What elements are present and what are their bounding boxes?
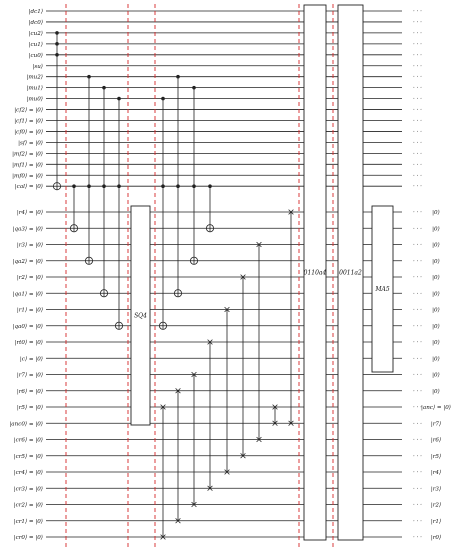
output-label: |r1⟩ <box>430 518 442 525</box>
wire-label: |r2⟩ = |0⟩ <box>16 275 43 281</box>
wire-label: |cr5⟩ = |0⟩ <box>13 453 43 460</box>
continuation-dots: · · · <box>413 356 422 363</box>
cnot-target <box>85 257 92 264</box>
output-label: |r2⟩ <box>430 502 442 509</box>
continuation-dots: · · · <box>413 9 422 15</box>
wire-label: |cu2⟩ <box>28 30 43 37</box>
continuation-dots: · · · <box>413 41 422 48</box>
wire-label: |cu0⟩ <box>28 52 43 59</box>
continuation-dots: · · · <box>413 258 422 265</box>
control-dot <box>176 75 180 79</box>
output-label: |0⟩ <box>432 372 440 379</box>
wire-label: |r3⟩ = |0⟩ <box>16 242 43 249</box>
cnot-target <box>53 183 60 190</box>
control-dot <box>117 184 121 188</box>
cnot-target <box>100 290 107 297</box>
continuation-dots: · · · <box>413 502 422 509</box>
cnot-target <box>206 225 213 232</box>
continuation-dots: · · · <box>413 340 422 346</box>
continuation-dots: · · · <box>413 210 422 216</box>
0110a4-gate-box <box>304 5 327 540</box>
wire-label: |dc0⟩ <box>28 19 43 26</box>
wire-label: |cr6⟩ = |0⟩ <box>13 437 43 444</box>
output-label: |r7⟩ <box>430 421 442 428</box>
wire-label: |qa1⟩ = |0⟩ <box>12 291 43 298</box>
continuation-dots: · · · <box>413 518 422 525</box>
continuation-dots: · · · <box>413 535 422 541</box>
wire-label: |mu1⟩ <box>26 85 43 92</box>
continuation-dots: · · · <box>413 486 422 493</box>
control-dot <box>192 86 196 90</box>
continuation-dots: · · · <box>413 405 422 411</box>
continuation-dots: · · · <box>413 63 422 70</box>
wire-label: |mf1⟩ = |0⟩ <box>12 162 43 169</box>
wire-label: |mf2⟩ = |0⟩ <box>12 151 43 158</box>
wire-label: |cr0⟩ = |0⟩ <box>13 535 43 541</box>
wire-label: |r5⟩ = |0⟩ <box>16 405 43 411</box>
continuation-dots: · · · <box>413 74 422 81</box>
wire-label: |sf⟩ = |0⟩ <box>18 140 43 147</box>
control-dot <box>102 184 106 188</box>
0011a2-gate-box <box>338 5 363 540</box>
continuation-dots: · · · <box>413 470 422 476</box>
continuation-dots: · · · <box>413 453 422 460</box>
wire-label: |qa0⟩ = |0⟩ <box>12 323 43 330</box>
sq4-gate-box <box>131 206 150 425</box>
control-dot <box>55 31 59 35</box>
continuation-dots: · · · <box>413 140 422 147</box>
svg-text:SQ4: SQ4 <box>134 312 147 320</box>
output-label: |0⟩ <box>432 242 440 249</box>
continuation-dots: · · · <box>413 323 422 330</box>
output-label: |0⟩ <box>432 323 440 330</box>
continuation-dots: · · · <box>413 226 422 233</box>
cnot-target <box>190 257 197 264</box>
svg-text:MA5: MA5 <box>375 286 390 293</box>
control-dot <box>208 184 212 188</box>
output-label: |0⟩ <box>432 356 440 363</box>
continuation-dots: · · · <box>413 437 422 444</box>
control-dot <box>161 184 165 188</box>
continuation-dots: · · · <box>413 372 422 379</box>
output-label: |r0⟩ <box>430 535 442 541</box>
output-label: |0⟩ <box>432 340 440 346</box>
output-label: |0⟩ <box>432 388 440 395</box>
output-label: |r6⟩ <box>430 437 442 444</box>
continuation-dots: · · · <box>413 30 422 37</box>
control-dot <box>161 97 165 101</box>
wire-label: |su⟩ <box>32 63 43 70</box>
continuation-dots: · · · <box>413 291 422 298</box>
wire-label: |qa2⟩ = |0⟩ <box>12 258 43 265</box>
wire-label: |dc1⟩ <box>28 9 43 15</box>
output-label: |0⟩ <box>432 291 440 298</box>
output-label: |0⟩ <box>432 258 440 265</box>
continuation-dots: · · · <box>413 151 422 158</box>
wire-label: |cf2⟩ = |0⟩ <box>14 107 43 114</box>
cnot-target <box>159 322 166 329</box>
control-dot <box>87 184 91 188</box>
continuation-dots: · · · <box>413 118 422 125</box>
control-dot <box>102 86 106 90</box>
output-label: |r5⟩ <box>430 453 442 460</box>
wire-label: |cf1⟩ = |0⟩ <box>14 118 43 125</box>
continuation-dots: · · · <box>413 388 422 395</box>
continuation-dots: · · · <box>413 275 422 281</box>
cnot-target <box>174 290 181 297</box>
cnot-target <box>70 225 77 232</box>
wire-label: |cr2⟩ = |0⟩ <box>13 502 43 509</box>
wire-label: |cr1⟩ = |0⟩ <box>13 518 43 525</box>
wire-label: |qa3⟩ = |0⟩ <box>12 226 43 233</box>
svg-text:0011a2: 0011a2 <box>339 269 362 277</box>
output-label: |r4⟩ <box>430 470 442 476</box>
control-dot <box>192 184 196 188</box>
wire-label: |r7⟩ = |0⟩ <box>16 372 43 379</box>
cnot-target <box>115 322 122 329</box>
output-label: |0⟩ <box>432 210 440 216</box>
wire-label: |cf0⟩ = |0⟩ <box>14 129 43 136</box>
wire-label: |cu1⟩ <box>28 41 43 48</box>
wire-label: |cr4⟩ = |0⟩ <box>13 470 43 476</box>
continuation-dots: · · · <box>413 85 422 92</box>
control-dot <box>72 184 76 188</box>
continuation-dots: · · · <box>413 19 422 26</box>
control-dot <box>176 184 180 188</box>
continuation-dots: · · · <box>413 173 422 180</box>
wire-label: |r4⟩ = |0⟩ <box>16 210 43 216</box>
continuation-dots: · · · <box>413 421 422 428</box>
wire-label: |cal⟩ = |0⟩ <box>14 184 43 191</box>
control-dot <box>55 53 59 57</box>
wire-label: |rt0⟩ = |0⟩ <box>14 340 43 346</box>
wire-label: |r1⟩ = |0⟩ <box>16 307 43 314</box>
continuation-dots: · · · <box>413 52 422 59</box>
continuation-dots: · · · <box>413 307 422 314</box>
continuation-dots: · · · <box>413 242 422 249</box>
continuation-dots: · · · <box>413 96 422 103</box>
wire-label: |mf0⟩ = |0⟩ <box>12 173 43 180</box>
output-label: |0⟩ <box>432 275 440 281</box>
continuation-dots: · · · <box>413 107 422 114</box>
continuation-dots: · · · <box>413 162 422 169</box>
continuation-dots: · · · <box>413 184 422 191</box>
control-dot <box>87 75 91 79</box>
control-dot <box>117 97 121 101</box>
ma5-gate-box <box>372 206 393 372</box>
output-label: |0⟩ <box>432 307 440 314</box>
control-dot <box>55 42 59 46</box>
continuation-dots: · · · <box>413 129 422 136</box>
svg-text:0110a4: 0110a4 <box>303 269 327 277</box>
wire-label: |mu2⟩ <box>26 74 43 81</box>
output-label: |anc⟩ = |0⟩ <box>420 405 452 411</box>
wire-label: |mu0⟩ <box>26 96 43 103</box>
wire-label: |r6⟩ = |0⟩ <box>16 388 43 395</box>
output-label: |r3⟩ <box>430 486 442 493</box>
wire-label: |cr3⟩ = |0⟩ <box>13 486 43 493</box>
wire-label: |anc0⟩ = |0⟩ <box>9 421 43 428</box>
output-label: |0⟩ <box>432 226 440 233</box>
wire-label: |c⟩ = |0⟩ <box>19 356 43 363</box>
